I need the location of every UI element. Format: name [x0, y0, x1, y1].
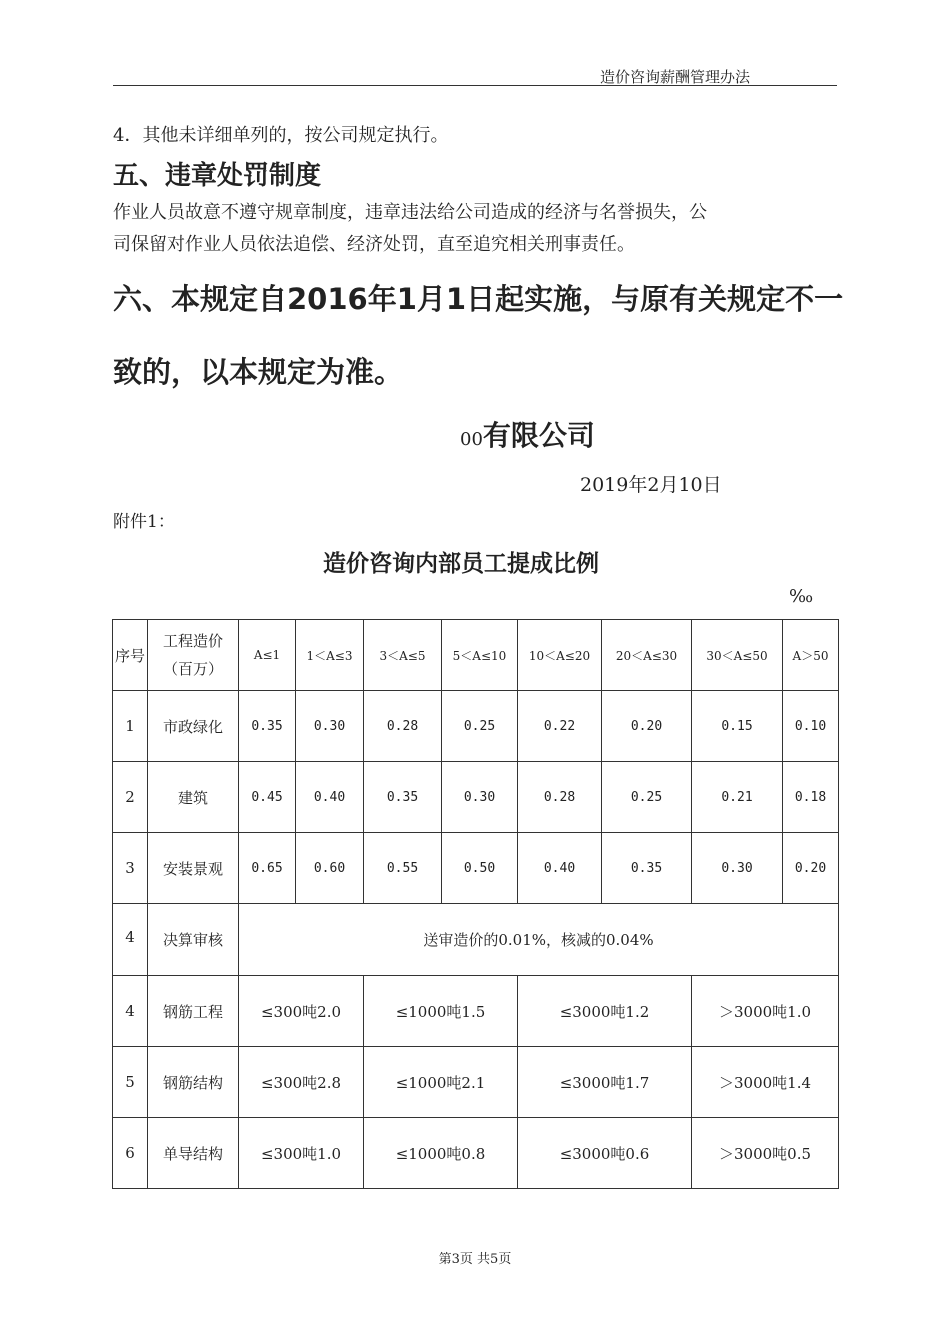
rate-cell: 0.30 [442, 762, 518, 833]
header-cost-line-1: 工程造价 [162, 632, 223, 650]
tonnage-cell: ≤1000吨1.5 [364, 976, 518, 1047]
rate-cell: 0.45 [239, 762, 296, 833]
tonnage-cell: ＞3000吨0.5 [692, 1118, 839, 1189]
section-6-line-2: 致的，以本规定为准。 [113, 355, 404, 389]
section-5-heading: 五、违章处罚制度 [113, 161, 322, 191]
rate-cell: 0.20 [783, 833, 839, 904]
tonnage-cell: ≤300吨2.8 [239, 1047, 364, 1118]
header-cost [148, 620, 239, 691]
tonnage-cell: ＞3000吨1.4 [692, 1047, 839, 1118]
row-no: 3 [113, 833, 148, 904]
row-no: 2 [113, 762, 148, 833]
section-6-line-1: 六、本规定自2016年1月1日起实施，与原有关规定不一 [113, 282, 844, 316]
rate-cell: 0.28 [364, 691, 442, 762]
rate-cell: 0.20 [602, 691, 692, 762]
rate-cell: 0.30 [692, 833, 783, 904]
table-row [113, 762, 839, 833]
row-name: 钢筋工程 [148, 976, 239, 1047]
commission-rate-table [112, 619, 839, 1189]
document-date: 2019年2月10日 [580, 474, 722, 496]
rate-cell: 0.35 [602, 833, 692, 904]
rate-cell: 0.40 [296, 762, 364, 833]
table-row [113, 833, 839, 904]
header-rule [113, 85, 837, 86]
tonnage-cell: ≤300吨2.0 [239, 976, 364, 1047]
row-no: 4 [113, 976, 148, 1047]
rate-cell: 0.10 [783, 691, 839, 762]
rate-cell: 0.35 [239, 691, 296, 762]
audit-rate-cell: 送审造价的0.01%，核减的0.04% [239, 904, 839, 976]
table-row [113, 976, 839, 1047]
rate-cell: 0.22 [518, 691, 602, 762]
tonnage-cell: ≤1000吨0.8 [364, 1118, 518, 1189]
row-name: 市政绿化 [148, 691, 239, 762]
company-prefix: 00 [460, 429, 483, 450]
tonnage-cell: ≤300吨1.0 [239, 1118, 364, 1189]
section-5-line-2: 司保留对作业人员依法追偿、经济处罚，直至追究相关刑事责任。 [113, 234, 635, 255]
rate-cell: 0.60 [296, 833, 364, 904]
range-header: A≤1 [239, 620, 296, 691]
row-no: 1 [113, 691, 148, 762]
tonnage-cell: ≤1000吨2.1 [364, 1047, 518, 1118]
company-suffix: 有限公司 [482, 419, 595, 452]
rate-cell: 0.25 [442, 691, 518, 762]
item-4-text: 4．其他未详细单列的，按公司规定执行。 [113, 125, 449, 146]
rate-cell: 0.65 [239, 833, 296, 904]
table-header-row [113, 620, 839, 691]
company-name [460, 414, 595, 454]
table-row [113, 691, 839, 762]
page-number: 第3页 共5页 [438, 1252, 512, 1267]
tonnage-cell: ≤3000吨1.7 [518, 1047, 692, 1118]
row-no: 5 [113, 1047, 148, 1118]
rate-cell: 0.30 [296, 691, 364, 762]
row-no: 6 [113, 1118, 148, 1189]
table-row [113, 904, 839, 976]
range-header: 1＜A≤3 [296, 620, 364, 691]
row-name: 决算审核 [148, 904, 239, 976]
table-row [113, 1047, 839, 1118]
range-header: A＞50 [783, 620, 839, 691]
tonnage-cell: ≤3000吨1.2 [518, 976, 692, 1047]
running-header: 造价咨询薪酬管理办法 [599, 68, 750, 86]
attachment-label: 附件1： [113, 512, 175, 532]
range-header: 5＜A≤10 [442, 620, 518, 691]
tonnage-cell: ＞3000吨1.0 [692, 976, 839, 1047]
row-name: 安装景观 [148, 833, 239, 904]
range-header: 10＜A≤20 [518, 620, 602, 691]
table-title: 造价咨询内部员工提成比例 [323, 551, 599, 577]
rate-cell: 0.28 [518, 762, 602, 833]
row-name: 钢筋结构 [148, 1047, 239, 1118]
rate-cell: 0.55 [364, 833, 442, 904]
tonnage-cell: ≤3000吨0.6 [518, 1118, 692, 1189]
rate-cell: 0.18 [783, 762, 839, 833]
range-header: 3＜A≤5 [364, 620, 442, 691]
header-cost-line-2: （百万） [162, 660, 223, 678]
row-no: 4 [113, 904, 148, 976]
rate-cell: 0.50 [442, 833, 518, 904]
row-name: 单导结构 [148, 1118, 239, 1189]
section-5-line-1: 作业人员故意不遵守规章制度，违章违法给公司造成的经济与名誉损失，公 [113, 202, 707, 223]
rate-cell: 0.25 [602, 762, 692, 833]
rate-cell: 0.35 [364, 762, 442, 833]
rate-cell: 0.15 [692, 691, 783, 762]
header-no: 序号 [113, 620, 148, 691]
range-header: 20＜A≤30 [602, 620, 692, 691]
rate-cell: 0.21 [692, 762, 783, 833]
range-header: 30＜A≤50 [692, 620, 783, 691]
row-name: 建筑 [148, 762, 239, 833]
table-row [113, 1118, 839, 1189]
rate-cell: 0.40 [518, 833, 602, 904]
unit-label: ‰ [789, 586, 814, 607]
